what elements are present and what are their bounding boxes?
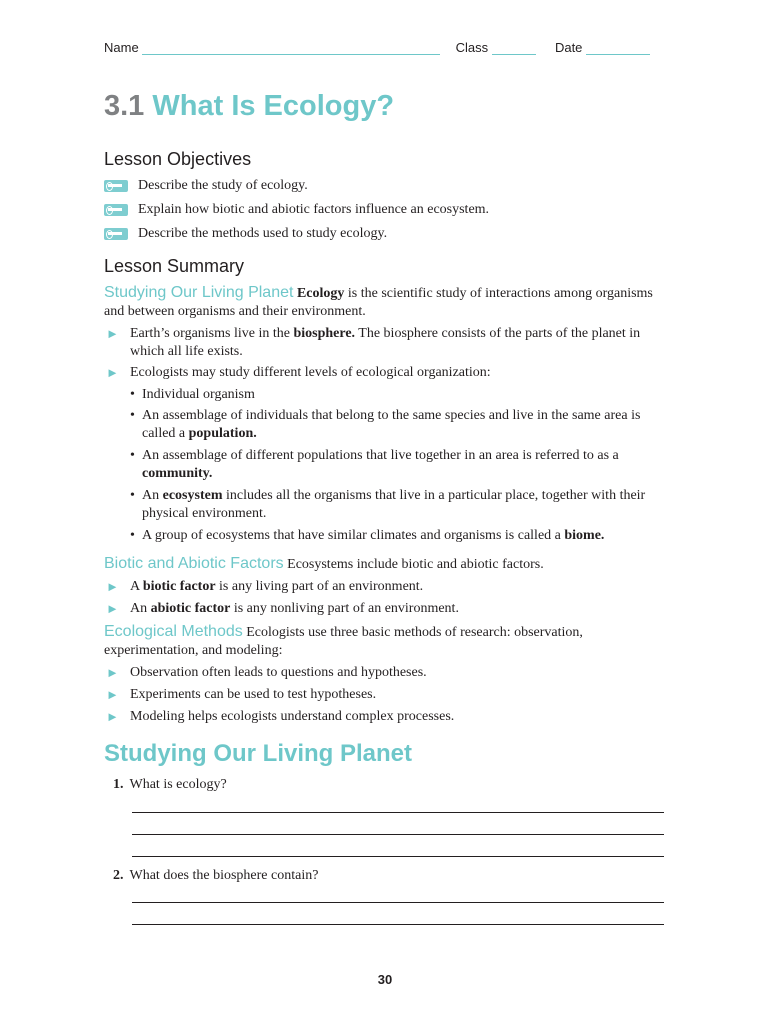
page-title: [104, 90, 394, 123]
list-item: • An ecosystem includes all the organisms that live in a particular place, together with their physical environment.: [130, 488, 646, 521]
header-fields: [104, 40, 650, 55]
class-field[interactable]: [492, 41, 536, 55]
question-number: 1.: [113, 777, 124, 792]
summary-heading: Lesson Summary: [104, 256, 245, 276]
key-icon: [104, 204, 128, 216]
key-icon: [104, 228, 128, 240]
key-icon: [104, 180, 128, 192]
bullet-item: ► A biotic factor is any living part of an environment.: [106, 579, 424, 594]
bullet-item: ► An abiotic factor is any nonliving part of an environment.: [106, 601, 459, 616]
dot-bullet-icon: •: [130, 488, 135, 503]
arrow-bullet-icon: ►: [106, 687, 119, 702]
summary-paragraph-3: Ecological Methods Ecologists use three basic methods of research: observation, experimentation, and modeling:: [104, 623, 583, 658]
arrow-bullet-icon: ►: [106, 326, 119, 341]
arrow-bullet-icon: ►: [106, 365, 119, 380]
answer-line[interactable]: [132, 812, 664, 813]
question-text: What is ecology?: [129, 777, 227, 792]
arrow-bullet-icon: ►: [106, 665, 119, 680]
subhead-biotic-abiotic: Biotic and Abiotic Factors: [104, 555, 284, 572]
name-label: Name: [104, 40, 139, 55]
summary-paragraph-1: Studying Our Living Planet Ecology is the scientific study of interactions among organisms and between organisms and their environment.: [104, 284, 653, 319]
subhead-ecological-methods: Ecological Methods: [104, 623, 243, 640]
subhead-living-planet: Studying Our Living Planet: [104, 284, 294, 301]
summary-paragraph-2: Biotic and Abiotic Factors Ecosystems include biotic and abiotic factors.: [104, 555, 544, 572]
answer-line[interactable]: [132, 924, 664, 925]
question-number: 2.: [113, 868, 124, 883]
objective-item: Explain how biotic and abiotic factors influence an ecosystem.: [104, 202, 489, 218]
date-field[interactable]: [586, 41, 650, 55]
lesson-number: 3.1: [104, 90, 145, 122]
arrow-bullet-icon: ►: [106, 601, 119, 616]
page-number: 30: [377, 972, 393, 987]
bullet-item: ► Ecologists may study different levels of ecological organization:: [106, 365, 491, 380]
class-label: Class: [455, 40, 489, 55]
question-1: [113, 777, 227, 793]
answer-line[interactable]: [132, 902, 664, 903]
dot-bullet-icon: •: [130, 448, 135, 463]
objective-item: Describe the methods used to study ecology.: [104, 226, 387, 242]
objectives-heading: Lesson Objectives: [104, 149, 252, 169]
section-title: Studying Our Living Planet: [104, 740, 413, 767]
dot-bullet-icon: •: [130, 408, 135, 423]
dot-bullet-icon: •: [130, 528, 135, 543]
list-item: • An assemblage of individuals that belong to the same species and live in the same area is called a population.: [130, 408, 641, 441]
list-item: • Individual organism: [130, 387, 255, 402]
lesson-title: What Is Ecology?: [152, 90, 395, 122]
question-2: [113, 868, 318, 884]
list-item: • A group of ecosystems that have similar climates and organisms is called a biome.: [130, 528, 605, 543]
objective-item: Describe the study of ecology.: [104, 178, 308, 194]
bullet-item: ► Observation often leads to questions and hypotheses.: [106, 665, 427, 680]
name-field[interactable]: [142, 41, 440, 55]
answer-line[interactable]: [132, 856, 664, 857]
arrow-bullet-icon: ►: [106, 709, 119, 724]
bullet-item: ► Experiments can be used to test hypotheses.: [106, 687, 377, 702]
question-text: What does the biosphere contain?: [129, 868, 319, 883]
list-item: • An assemblage of different populations that live together in an area is referred to as a community.: [130, 448, 619, 481]
answer-line[interactable]: [132, 834, 664, 835]
bullet-item: ► Earth’s organisms live in the biosphere. The biosphere consists of the parts of the planet in which all life exists.: [106, 326, 641, 359]
date-label: Date: [554, 40, 583, 55]
dot-bullet-icon: •: [130, 387, 135, 402]
arrow-bullet-icon: ►: [106, 579, 119, 594]
bullet-item: ► Modeling helps ecologists understand complex processes.: [106, 709, 455, 724]
